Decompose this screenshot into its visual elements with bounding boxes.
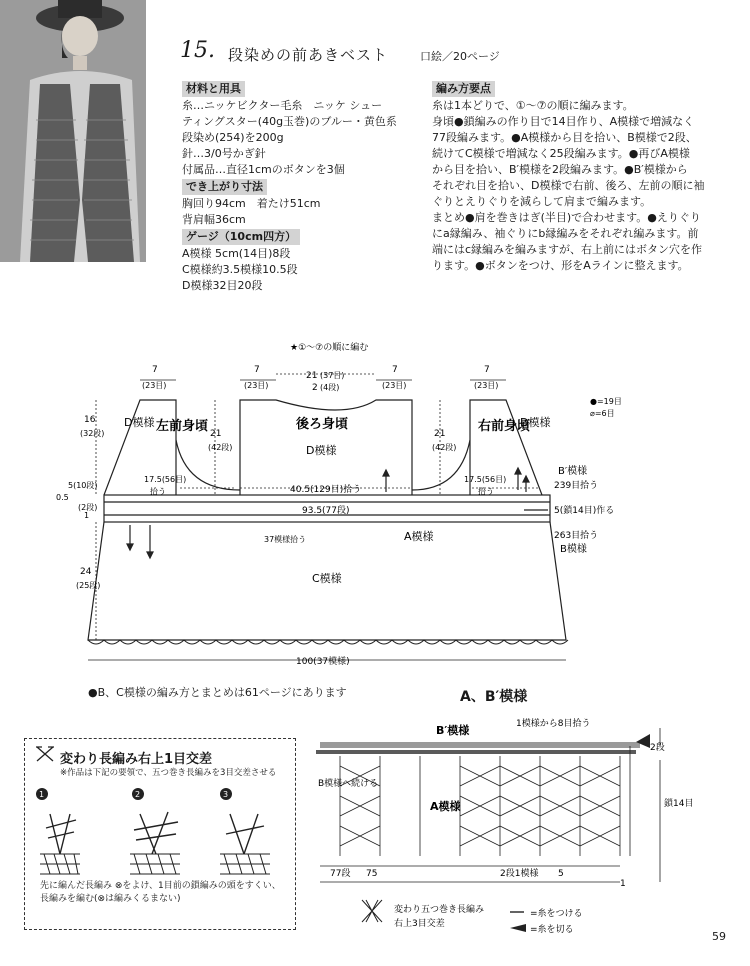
dim-23: (23目) [244, 381, 269, 390]
a-chart-label: A模様 [430, 800, 461, 813]
ab-stitch-chart [300, 706, 740, 936]
method-line: 糸は1本どりで、①〜⑦の順に編みます。 [432, 99, 634, 112]
method-line: まとめ●肩を巻きはぎ(半目)で合わせます。●えりぐり [432, 211, 701, 224]
yarn-line: ティングスター(40g玉巻)のブルー・黄色系 [182, 115, 397, 128]
yarn-line: 糸…ニッケビクター毛糸 ニッケ シュー [182, 99, 383, 112]
row77-label: 77段 [330, 869, 351, 879]
dim-100: 100(37模様) [296, 657, 350, 667]
dim-32: (32段) [80, 429, 105, 438]
pick-up: 拾う [478, 487, 494, 496]
b-label: B模様 [560, 544, 587, 555]
chain-5: 5(鎖14目)作る [554, 506, 615, 516]
pick-label: 1模様から8目拾う [516, 719, 591, 729]
crossed-stitch-title: 変わり長編み右上1目交差 [60, 752, 213, 767]
order-note: ★①〜⑦の順に編む [290, 343, 369, 353]
method-line: それぞれ目を拾い、D模様で右前、後ろ、左前の順に袖 [432, 179, 705, 192]
reference-note: ●B、C模様の編み方とまとめは61ページにあります [88, 686, 347, 699]
size-line: 背肩幅36cm [182, 213, 246, 226]
gauge-line: D模様32目20段 [182, 279, 263, 292]
dim-935: 93.5(77段) [302, 506, 350, 516]
method-line: にa縁編み、袖ぐりにb縁編みをそれぞれ編みます。前 [432, 227, 699, 240]
dim-175: 17.5(56目) [144, 475, 187, 484]
dim-05: 0.5 [56, 493, 69, 502]
stitch-key: ●=19目 [590, 397, 622, 406]
row5-label: 5 [558, 869, 564, 879]
back-pattern-label: D模様 [306, 444, 337, 457]
pick-239: 239目拾う [554, 481, 599, 491]
legend-join: =糸をつける [530, 909, 583, 919]
dim-armhole-42: (42段) [432, 443, 457, 452]
skirt-pattern-label: C模様 [312, 572, 342, 585]
dim-4: (4段) [320, 383, 340, 392]
method-line: ぐりとえりぐりを減らして肩まで編みます。 [432, 195, 652, 208]
dim-7: 7 [484, 365, 490, 375]
step-number: 1 [39, 790, 45, 799]
pattern-number: 15. [180, 38, 215, 63]
model-photo [0, 0, 146, 262]
crossed-stitch-sub: ※作品は下記の要領で、五つ巻き長編みを3目交差させる [60, 768, 277, 778]
right-front-label: 右前身頃 [478, 419, 531, 434]
stitch-key: ⌀=6目 [590, 409, 615, 418]
dim-7: 7 [152, 365, 158, 375]
bprime-chart-label: B′模様 [436, 724, 470, 737]
b-continue-label: B模様へ続ける [318, 779, 379, 789]
step-number: 2 [135, 790, 141, 799]
dim-21: 21 [306, 371, 318, 381]
dim-25: (25段) [76, 581, 101, 590]
dim-175: 17.5(56目) [464, 475, 507, 484]
dim-7: 7 [254, 365, 260, 375]
ab-chart-title: A、B′模様 [460, 689, 528, 705]
dim-23: (23目) [382, 381, 407, 390]
chain14-label: 鎖14目 [664, 799, 694, 809]
method-line: 77段編みます。●A模様から目を拾い、B模様で2段、 [432, 131, 697, 144]
dim-7: 7 [392, 365, 398, 375]
dim-23: (23目) [474, 381, 499, 390]
dim-armhole-21: 21 [434, 429, 446, 439]
dim-2: 2 [312, 383, 318, 393]
band-pattern-label: A模様 [404, 530, 434, 543]
accessory-line: 付属品…直径1cmのボタンを3個 [182, 163, 345, 176]
legend-cross: 変わり五つ巻き長編み [394, 905, 485, 915]
row1-label: 1 [620, 879, 626, 889]
repeat-label: 2段1模様 [500, 869, 539, 879]
dim-37: (37目) [320, 371, 345, 380]
bprime-label: B′模様 [558, 466, 588, 477]
step-number: 3 [223, 790, 229, 799]
size-heading: でき上がり寸法 [182, 179, 267, 195]
right-front-pattern: D模様 [520, 416, 551, 429]
materials-heading: 材料と用具 [182, 81, 245, 97]
back-label: 後ろ身頃 [296, 417, 349, 432]
pattern-title: 段染めの前あきベスト [228, 46, 389, 64]
method-line: 身頃●鎖編みの作り目で14目作り、A模様で増減なく [432, 115, 695, 128]
vest-schematic [0, 330, 750, 696]
method-line: から目を拾い、B′模様を2段編みます。●B′模様から [432, 163, 688, 176]
gauge-line: C模様約3.5模様10.5段 [182, 263, 298, 276]
legend-cut: =糸を切る [530, 925, 574, 935]
pattern-37: 37模様拾う [264, 535, 307, 544]
method-line: ります。●ボタンをつけ、形をAラインに整えます。 [432, 259, 689, 272]
gauge-line: A模様 5cm(14目)8段 [182, 247, 291, 260]
cross-stitch-icon [34, 744, 56, 764]
crossed-stitch-caption [40, 880, 290, 906]
dim-1: 1 [84, 511, 90, 520]
method-section [432, 80, 732, 274]
dim-armhole-42: (42段) [208, 443, 233, 452]
dim-405: 40.5(129目)拾う [290, 485, 362, 495]
left-front-pattern: D模様 [124, 416, 155, 429]
dim-24: 24 [80, 567, 92, 577]
method-line: 端にはc縁編みを編みますが、右上前にはボタン穴を作 [432, 243, 703, 256]
materials-section [182, 80, 422, 294]
dim-2-rows: (2段) [78, 503, 98, 512]
yarn-line: 段染め(254)を200g [182, 131, 284, 144]
gauge-heading: ゲージ（10cm四方） [182, 229, 300, 245]
size-line: 胸回り94cm 着たけ51cm [182, 197, 321, 210]
dim-5: 5(10段) [68, 481, 98, 490]
two-rows-label: 2段 [650, 743, 665, 753]
caption-line: 先に編んだ長編み ⊗をよけ、1目前の鎖編みの頭をすくい、 [40, 881, 281, 891]
row75-label: 75 [366, 869, 378, 879]
left-front-label: 左前身頃 [156, 419, 209, 434]
pick-263: 263目拾う [554, 531, 599, 541]
dim-16: 16 [84, 415, 96, 425]
caption-line: 長編みを編む(⊗は編みくるまない) [40, 894, 181, 904]
page-reference: 口絵／20ページ [420, 50, 500, 63]
needle-line: 針…3/0号かぎ針 [182, 147, 266, 160]
dim-23: (23目) [142, 381, 167, 390]
crossed-stitch-steps [30, 784, 290, 880]
method-line: 続けてC模様で増減なく25段編みます。●再びA模様 [432, 147, 690, 160]
method-heading: 編み方要点 [432, 81, 495, 97]
page-number: 59 [712, 930, 726, 943]
pick-up: 拾う [150, 487, 166, 496]
legend-cross2: 右上3目交差 [394, 919, 445, 929]
dim-armhole-21: 21 [210, 429, 222, 439]
